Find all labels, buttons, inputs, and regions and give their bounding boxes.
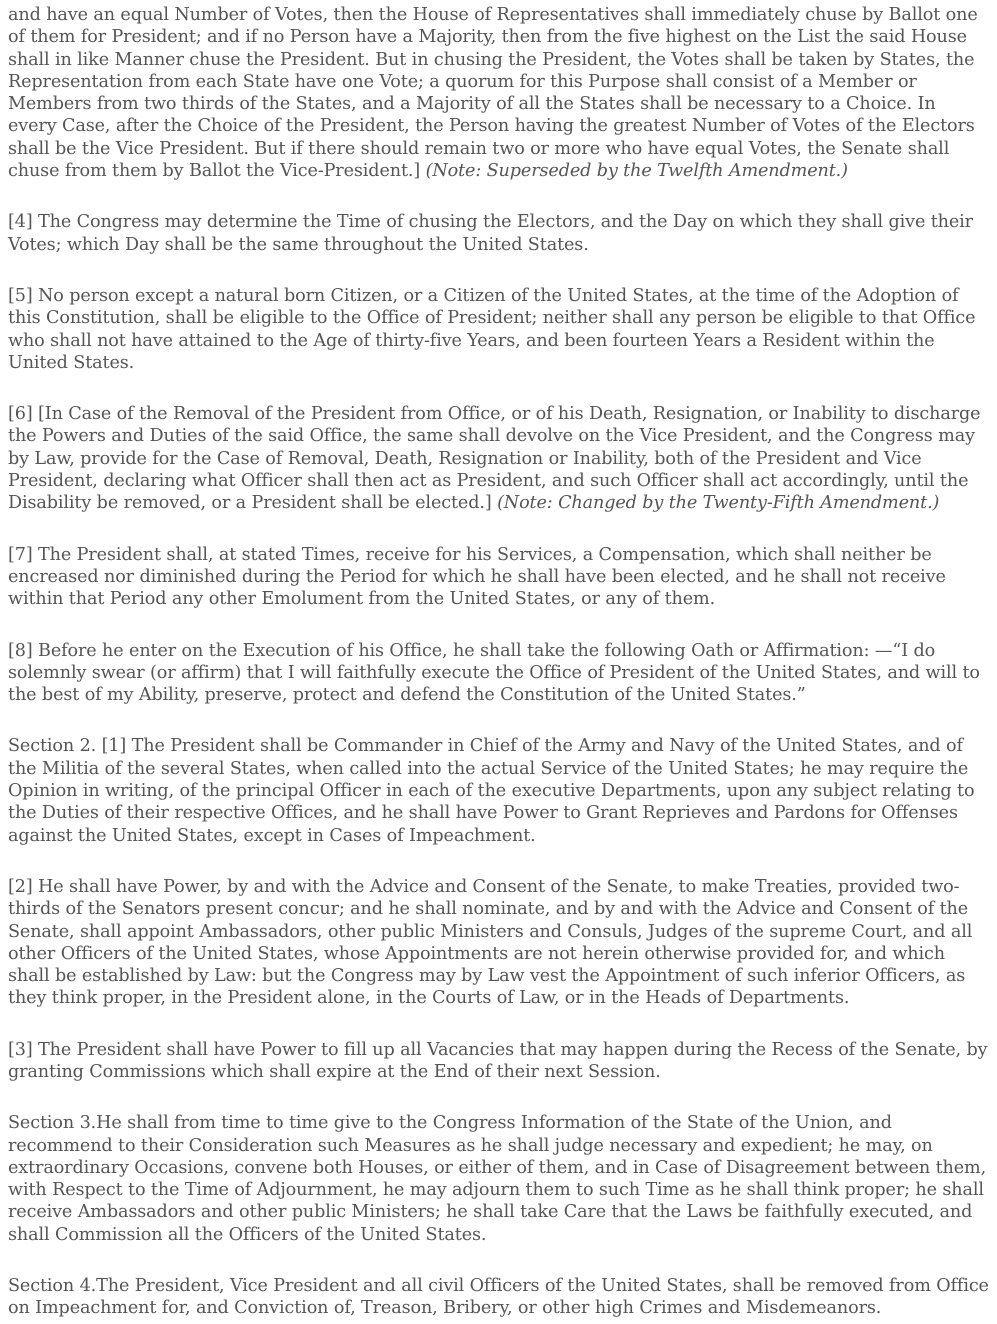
paragraph-text: and have an equal Number of Votes, then the House of Representatives shall immediately chuse by Ballot one of them for President; and if no Person have a Majority, then from the five highest on the List the said House shall in like Manner chuse the President. But in chusing the President, the Votes shall be taken by States, the Representation from each State have one Vote; a quorum for this Purpose shall consist of a Member or Members from two thirds of the States, and a Majority of all the States shall be necessary to a Choice. In every Case, after the Choice of the President, the Person having the greatest Number of Votes of the Electors shall be the Vice President. But if there should remain two or more who have equal Votes, the Senate shall chuse from them by Ballot the Vice-President.] bbox=[8, 5, 978, 182]
paragraph-text: Section 2. [1] The President shall be Commander in Chief of the Army and Navy of the United States, and of the Militia of the several States, when called into the actual Service of the United States; he may require the Opinion in writing, of the principal Officer in each of the executive Departments, upon any subject relating to the Duties of their respective Offices, and he shall have Power to Grant Reprieves and Pardons for Offenses against the United States, except in Cases of Impeachment. bbox=[8, 736, 975, 846]
paragraph-clause-5 bbox=[8, 285, 989, 374]
paragraph-clause-8-oath bbox=[8, 640, 989, 707]
paragraph-section-2-clause-3 bbox=[8, 1039, 989, 1084]
paragraph-text: [2] He shall have Power, by and with the Advice and Consent of the Senate, to make Treaties, provided two-thirds of the Senators present concur; and he shall nominate, and by and with the Advice and Consent of the Senate, shall appoint Ambassadors, other public Ministers and Consuls, Judges of the supreme Court, and all other Officers of the United States, whose Appointments are not herein otherwise provided for, and which shall be established by Law: but the Congress may by Law vest the Appointment of such inferior Officers, as they think proper, in the President alone, in the Courts of Law, or in the Heads of Departments. bbox=[8, 876, 973, 1009]
paragraph-clause-7 bbox=[8, 544, 989, 611]
paragraph-text: [4] The Congress may determine the Time of chusing the Electors, and the Day on which they shall give their Votes; which Day shall be the same throughout the United States. bbox=[8, 212, 973, 255]
paragraph-text: [7] The President shall, at stated Times, receive for his Services, a Compensation, which shall neither be encreased nor diminished during the Period for which he shall have been elected, and he shall not receive within that Period any other Emolument from the United States, or any of them. bbox=[8, 544, 946, 610]
paragraph-section-2-clause-2 bbox=[8, 876, 989, 1010]
amendment-note: (Note: Superseded by the Twelfth Amendment.) bbox=[425, 161, 848, 182]
paragraph-text: [6] [In Case of the Removal of the President from Office, or of his Death, Resignation, or Inability to discharge the Powers and Duties of the said Office, the same shall devolve on the Vice President, and the Congress may by Law, provide for the Case of Removal, Death, Resignation or Inability, both of the President and Vice President, declaring what Officer shall then act as President, and such Officer shall act accordingly, until the Disability be removed, or a President shall be elected.] bbox=[8, 404, 981, 514]
amendment-note: (Note: Changed by the Twenty-Fifth Amendment.) bbox=[497, 493, 940, 514]
paragraph-text: [3] The President shall have Power to fill up all Vacancies that may happen during the Recess of the Senate, by granting Commissions which shall expire at the End of their next Session. bbox=[8, 1039, 988, 1082]
paragraph-text: Section 4.The President, Vice President and all civil Officers of the United States, shall be removed from Office on Impeachment for, and Conviction of, Treason, Bribery, or other high Crimes and Misdemeanors. bbox=[8, 1276, 989, 1319]
paragraph-section-3 bbox=[8, 1112, 989, 1246]
paragraph-clause-4 bbox=[8, 211, 989, 256]
paragraph-text: [8] Before he enter on the Execution of his Office, he shall take the following Oath or Affirmation: —“I do solemnly swear (or affirm) that I will faithfully execute the Office of President of the United States, and will to the best of my Ability, preserve, protect and defend the Constitution of the United States.” bbox=[8, 640, 980, 706]
paragraph-text: [5] No person except a natural born Citizen, or a Citizen of the United States, at the time of the Adoption of this Constitution, shall be eligible to the Office of President; neither shall any person be eligible to that Office who shall not have attained to the Age of thirty-five Years, and been fourteen Years a Resident within the United States. bbox=[8, 285, 976, 373]
paragraph-text: Section 3.He shall from time to time give to the Congress Information of the State of the Union, and recommend to their Consideration such Measures as he shall judge necessary and expedient; he may, on extraordinary Occasions, convene both Houses, or either of them, and in Case of Disagreement between them, with Respect to the Time of Adjournment, he may adjourn them to such Time as he shall think proper; he shall receive Ambassadors and other public Ministers; he shall take Care that the Laws be faithfully executed, and shall Commission all the Officers of the United States. bbox=[8, 1113, 987, 1245]
paragraph-continued-article-2-section-1-clause-3 bbox=[8, 4, 989, 182]
paragraph-section-4 bbox=[8, 1275, 989, 1320]
paragraph-clause-6 bbox=[8, 403, 989, 514]
paragraph-section-2-clause-1 bbox=[8, 735, 989, 846]
